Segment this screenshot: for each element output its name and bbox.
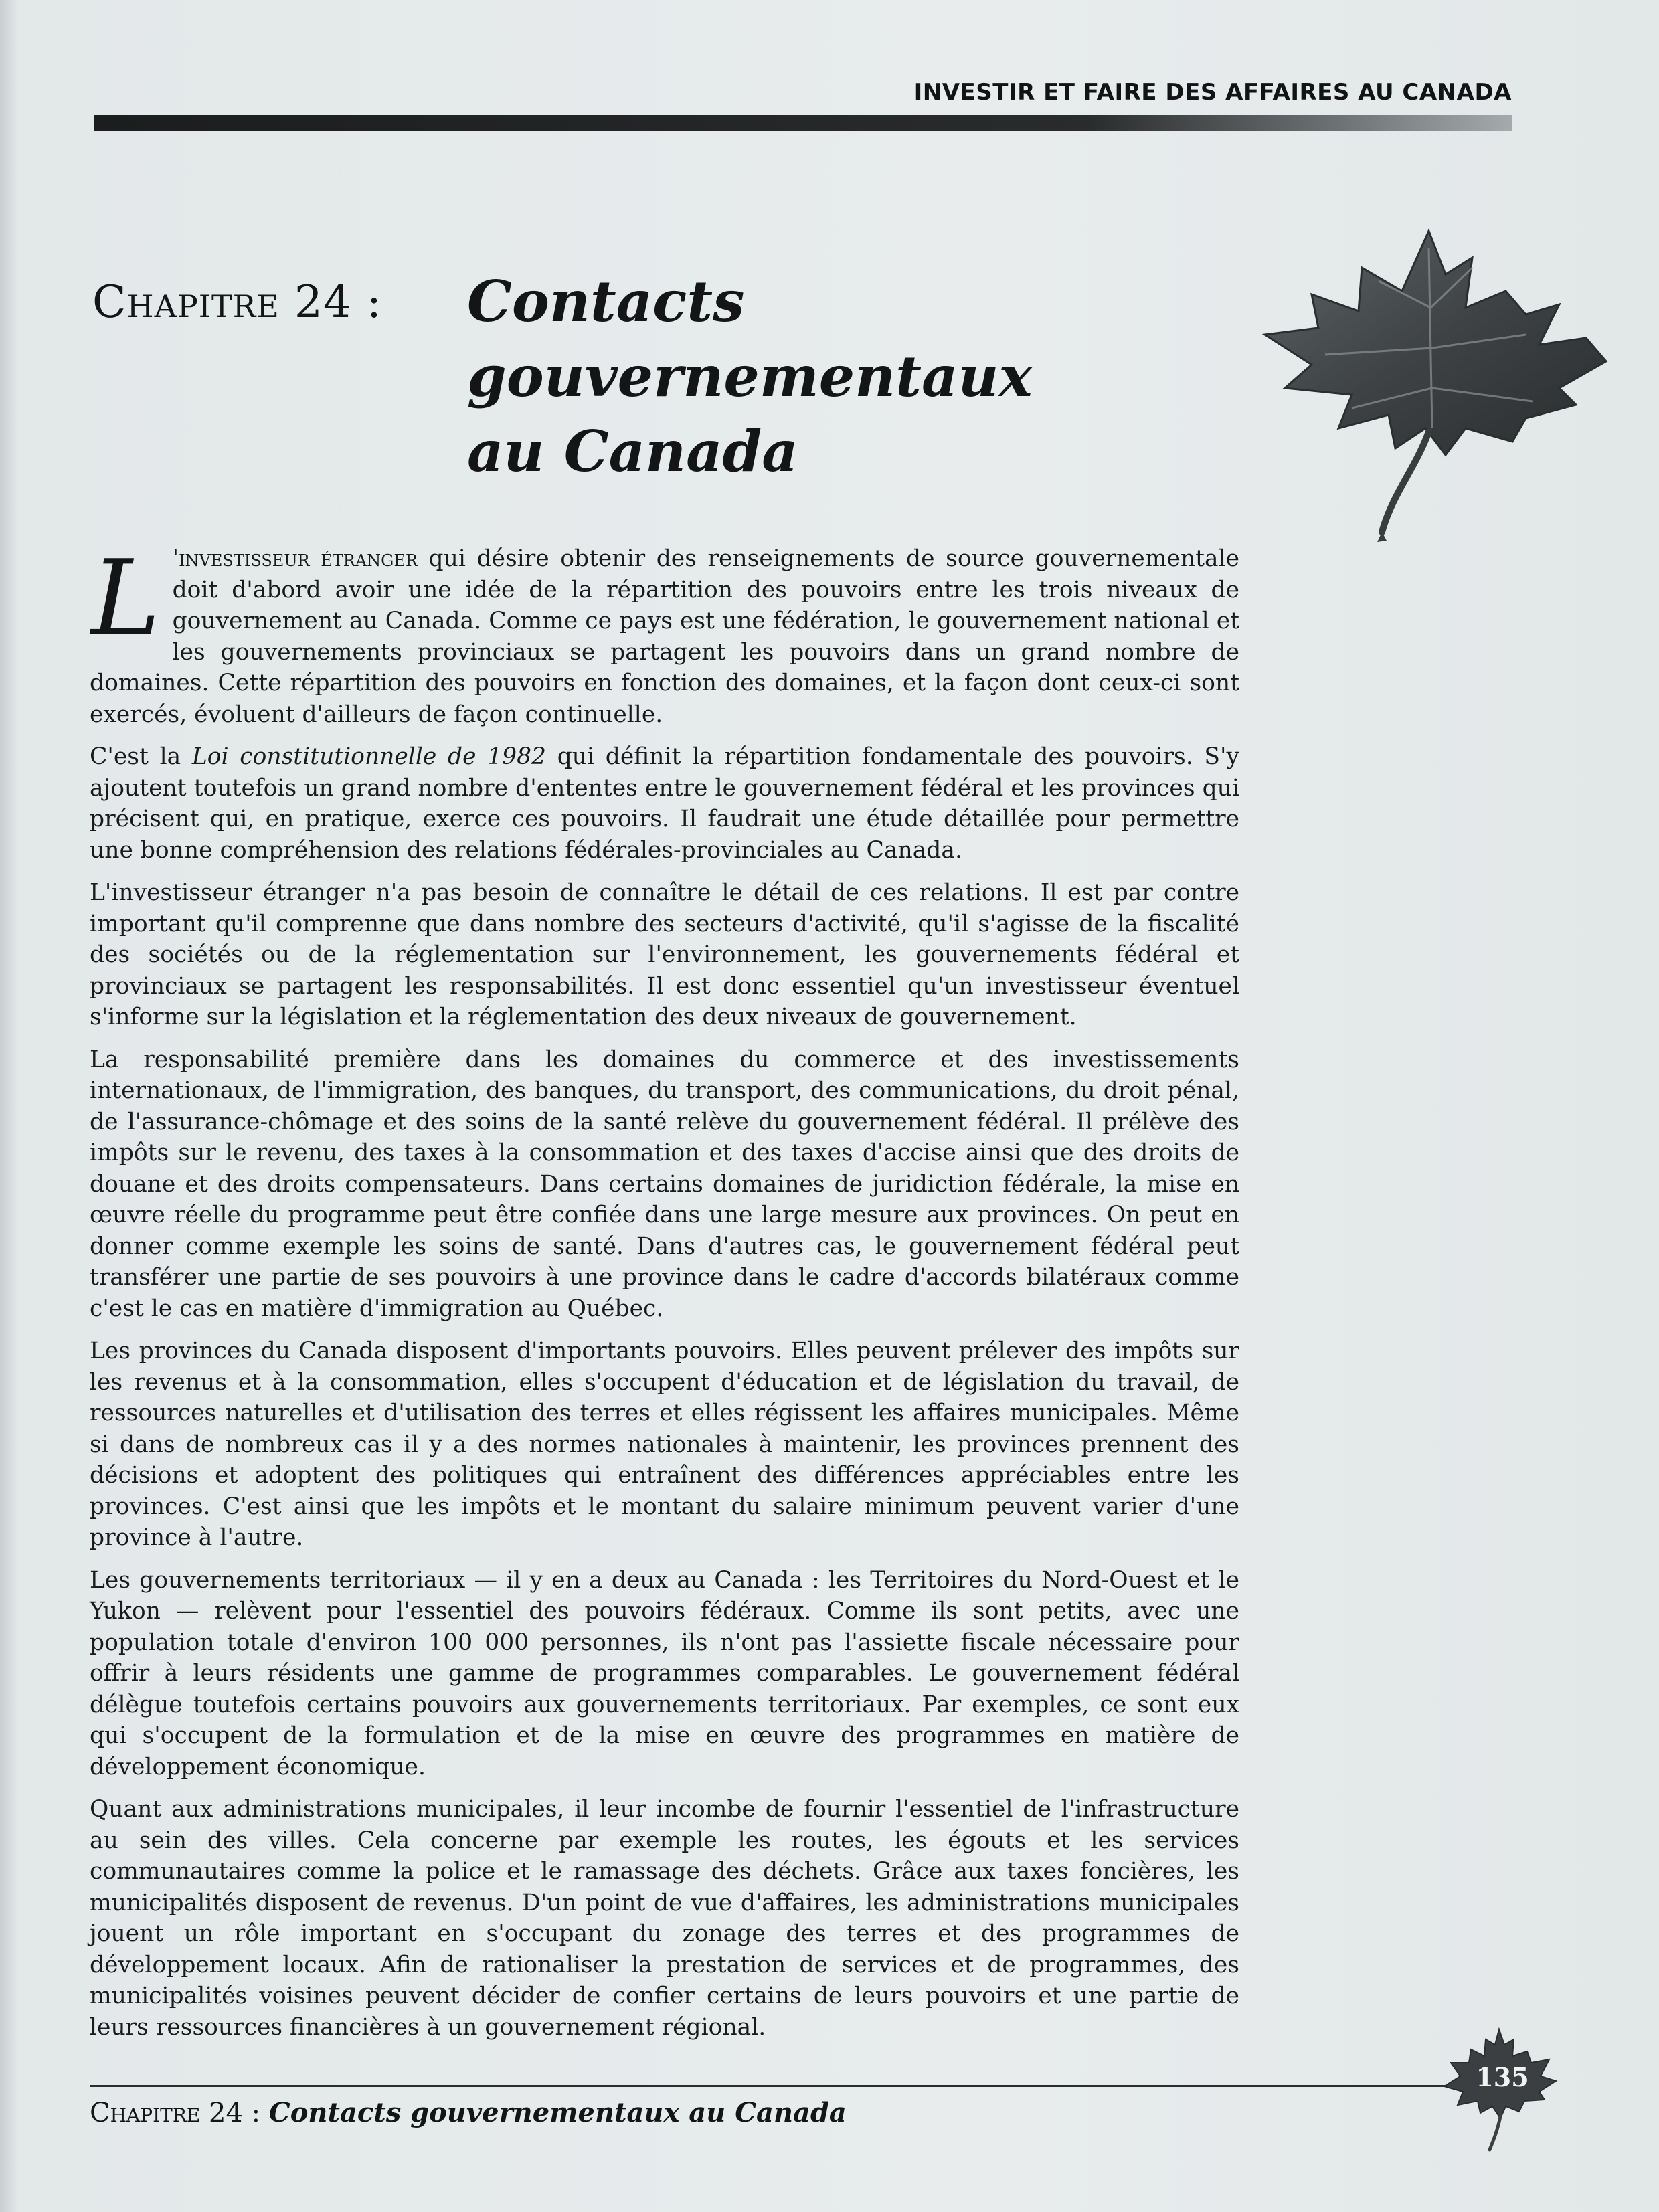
header-rule xyxy=(94,115,1512,131)
chapter-title-line: au Canada xyxy=(467,418,798,484)
footer-chapter-label: Chapitre 24 : xyxy=(90,2098,261,2128)
footer-chapter-title xyxy=(90,2097,847,2128)
paragraph: Les provinces du Canada disposent d'importants pouvoirs. Elles peuvent prélever des impôts sur les revenus et à la consommation, elles s'occupent d'éducation et de législation du travail, de ressources naturelles et d'utilisation des terres et elles régissent les affaires municipales. Même si dans de nombreux cas il y a des normes nationales à maintenir, les provinces prennent des décisions et adoptent des politiques qui entraînent des différences appréciables entre les provinces. C'est ainsi que les impôts et le montant du salaire minimum peuvent varier d'une province à l'autre. xyxy=(90,1338,1239,1551)
paragraph xyxy=(90,741,1239,866)
paragraph: Les gouvernements territoriaux — il y en a deux au Canada : les Territoires du Nord-Ouest et le Yukon — relèvent pour l'essentiel des pouvoirs fédéraux. Comme ils sont petits, avec une population totale d'environ 100 000 personnes, ils n'ont pas l'assiette fiscale nécessaire pour offrir à leurs résidents une gamme de programmes comparables. Le gouvernement fédéral délègue toutefois certains pouvoirs aux gouvernements territoriaux. Par exemples, ce sont eux qui s'occupent de la formulation et de la mise en œuvre des programmes en matière de développement économique. xyxy=(90,1566,1239,1780)
chapter-title xyxy=(467,264,1203,489)
paragraph xyxy=(90,537,1239,730)
lead-in-smallcaps: 'investisseur étranger xyxy=(172,545,418,572)
paragraph: La responsabilité première dans les domaines du commerce et des investissements internationaux, de l'immigration, des banques, du transport, des communications, du droit pénal, de l'assurance-chômage et des soins de la santé relève du gouvernement fédéral. Il prélève des impôts sur le revenu, des taxes à la consommation et des taxes d'accise ainsi que des droits de douane et des droits compensateurs. Dans certains domaines de juridiction fédérale, la mise en œuvre réelle du programme peut être confiée dans une large mesure aux provinces. On peut en donner comme exemple les soins de santé. Dans d'autres cas, le gouvernement fédéral peut transférer une partie de ses pouvoirs à une province dans le cadre d'accords bilatéraux comme c'est le cas en matière d'immigration au Québec. xyxy=(90,1046,1239,1322)
law-title: Loi constitutionnelle de 1982 xyxy=(191,743,546,770)
running-header: INVESTIR ET FAIRE DES AFFAIRES AU CANADA xyxy=(913,79,1512,106)
paragraph-text: qui définit la répartition fondamentale des pouvoirs. S'y ajoutent toutefois un grand nombre d'ententes entre le gouvernement fédéral et les provinces qui précisent qui, en pratique, exerce ces pouvoirs. Il faudrait une étude détaillée pour permettre une bonne compréhension des relations fédérales-provinciales au Canada. xyxy=(90,743,1239,864)
page-number: 135 xyxy=(1476,2062,1529,2092)
footer-chapter-name: Contacts gouvernementaux au Canada xyxy=(268,2097,847,2128)
chapter-title-line: Contacts xyxy=(467,268,745,335)
chapter-title-line: gouvernementaux xyxy=(467,343,1033,409)
drop-cap: L xyxy=(91,537,161,659)
chapter-label: Chapitre 24 : xyxy=(92,276,383,328)
paragraph: Quant aux administrations municipales, il leur incombe de fournir l'essentiel de l'infrastructure au sein des villes. Cela concerne par exemple les routes, les égouts et les services communautaires comme la police et le ramassage des déchets. Grâce aux taxes foncières, les municipalités disposent de revenus. D'un point de vue d'affaires, les administrations municipales jouent un rôle important en s'occupant du zonage des terres et des programmes de développement locaux. Afin de rationaliser la prestation de services et de programmes, des municipalités voisines peuvent décider de confier certains de leurs pouvoirs et une partie de leurs ressources financières à un gouvernement régional. xyxy=(90,1796,1239,2041)
maple-leaf-icon xyxy=(1245,227,1620,549)
chapter-body xyxy=(90,537,1239,2054)
paragraph: L'investisseur étranger n'a pas besoin de connaître le détail de ces relations. Il est par contre important qu'il comprenne que dans nombre des secteurs d'activité, qu'il s'agisse de la fiscalité des sociétés ou de la réglementation sur l'environnement, les gouvernements fédéral et provinciaux se partagent les responsabilités. Il est donc essentiel qu'un investisseur éventuel s'informe sur la législation et la réglementation des deux niveaux de gouvernement. xyxy=(90,879,1239,1030)
paragraph-text: C'est la xyxy=(90,743,192,770)
footer-rule xyxy=(90,2085,1482,2087)
paragraph-text: qui désire obtenir des renseignements de source gouvernementale doit d'abord avoir une idée de la répartition des pouvoirs entre les trois niveaux de gouvernement au Canada. Comme ce pays est une fédération, le gouvernement national et les gouvernements provinciaux se partagent les pouvoirs dans un grand nombre de domaines. Cette répartition des pouvoirs en fonction des domaines, et la façon dont ceux-ci sont exercés, évoluent d'ailleurs de façon continuelle. xyxy=(90,545,1239,728)
